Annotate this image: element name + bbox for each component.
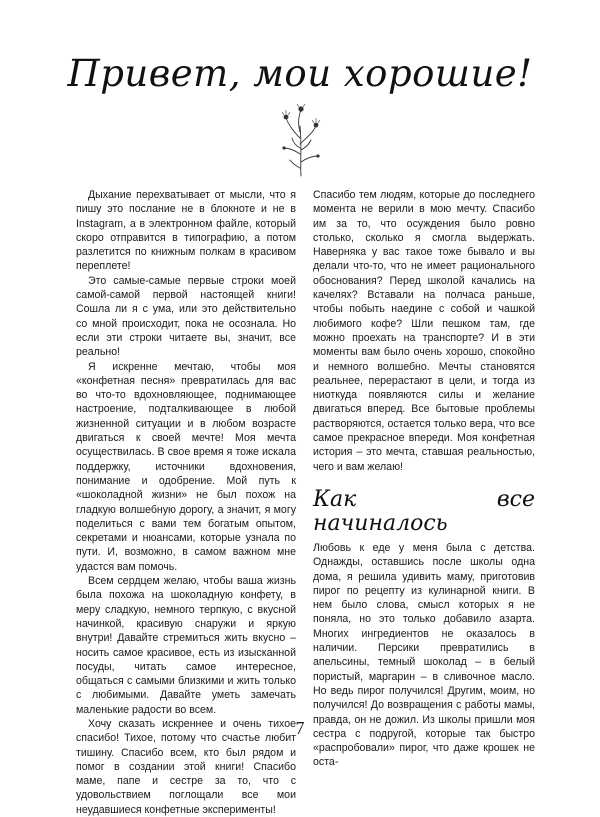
paragraph: Любовь к еде у меня была с детства. Однажды, оставшись после школы одна дома, я решила удивить маму, приготовив пирог по рецепту из кулинарной книги. В нем было слова, смысл которых я не поняла, но это только добавило азарта. Многих ингредиентов не оказалось в наличии. Персики превратились в апельсины, темный шоколад – в белый пористый, маргарин – в сливочное масло. Но ведь пирог получился! Другим, моим, но получился! До возвращения с работы мамы, правда, он не дожил. Из школы пришли моя сестра с подругой, которые так быстро «распробовали» пирог, что даже крошек не оста- <box>313 541 535 769</box>
paragraph: Дыхание перехватывает от мысли, что я пишу это послание не в блокноте и не в Instagram, а в электронном файле, который скоро отправится в типографию, а потом разлетится по книжным полкам в красивом переплете! <box>76 189 296 273</box>
paragraph: Хочу сказать искреннее и очень тихое спасибо! Тихое, потому что счастье любит тишину. Спасибо всем, кто был рядом и помог в создании этой книги! Спасибо маме, папе и сестре за то, что с удовольствием поглощали все мои неудавшиеся конфетные эксперименты! <box>76 717 296 816</box>
right-column <box>313 188 535 770</box>
paragraph: Всем сердцем желаю, чтобы ваша жизнь была похожа на шоколадную конфету, в меру сладкую, немного терпкую, с вкусной начинкой, красивую снаружи и яркую внутри! Давайте стремиться жить вкусно – носить самое красивое, есть из изысканной посуды, читать самое интересное, общаться с самыми близкими и жить только с любимыми. Давайте уметь замечать маленькие радости во всем. <box>76 575 296 716</box>
page-number: 7 <box>295 718 305 738</box>
paragraph: Я искренне мечтаю, чтобы моя «конфетная песня» превратилась для вас во что-то вдохновляющее, поднимающее настроение, подталкивающее в любой жизненной ситуации и в любом возрасте двигаться к своей мечте! Моя мечта осуществилась. В свое время я тоже искала поддержку, источники вдохновения, понимание и одобрение. Мой путь к «шоколадной жизни» не был похож на гладкую волшебную дорогу, а значит, я могу поделиться с вами тем богатым опытом, секретами и нюансами, которые узнала по пути. И, возможно, в самом важном мне удастся вам помочь. <box>76 360 296 573</box>
paragraph: Это самые-самые первые строки моей самой-самой первой настоящей книги! Сошла ли я с ума, или это действительно со мной происходит, пока не осознала. Но если эти строки читаете вы, значит, все реально! <box>76 274 296 359</box>
page-title: Привет, мои хорошие! <box>67 52 533 95</box>
paragraph: Спасибо тем людям, которые до последнего момента не верили в мою мечту. Спасибо им за то, что осуждения было ровно столько, сколько я смогла выдержать. Наверняка у вас такое тоже бывало и вы делали что-то, что не имеет рационального обоснования? Перед школой качались на качелях? Вставали на полчаса раньше, чтобы побыть наедине с собой и чашкой любимого кофе? Шли пешком там, где можно проехать на транспорте? И в эти моменты вам было очень хорошо, спокойно и немного волшебно. Мечты становятся реальнее, перерастают в цели, и тогда из ниоткуда появляются силы и желание двигаться вперед. Все бытовые проблемы растворяются, остается только вера, что все самое прекрасное впереди. Моя конфетная история – это мечта, ставшая реальностью, чего и вам желаю! <box>313 189 535 473</box>
section-heading: Как все начиналось <box>313 486 535 536</box>
wildflower-sketch-icon <box>276 104 326 178</box>
